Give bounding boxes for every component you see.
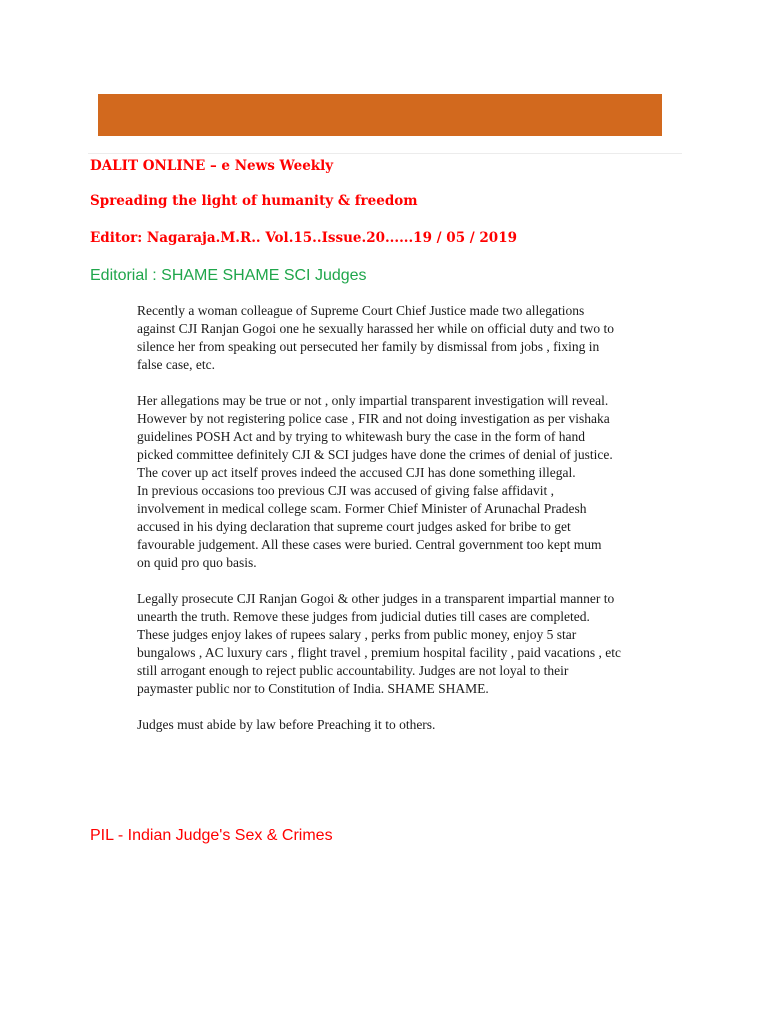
editorial-line: silence her from speaking out persecuted her family by dismissal from jobs , fixing in	[137, 339, 600, 354]
editorial-line: The cover up act itself proves indeed the accused CJI has done something illegal.	[137, 465, 576, 480]
editorial-line: Her allegations may be true or not , only impartial transparent investigation will reveal.	[137, 393, 609, 408]
editorial-paragraph	[137, 302, 685, 374]
editor-line: Editor: Nagaraja.M.R.. Vol.15..Issue.20......19 / 05 / 2019	[90, 230, 517, 246]
editorial-paragraph	[137, 716, 685, 734]
header-divider	[88, 153, 682, 154]
editorial-line: on quid pro quo basis.	[137, 555, 257, 570]
editorial-paragraph	[137, 590, 685, 698]
editorial-line: false case, etc.	[137, 357, 215, 372]
editorial-heading: Editorial : SHAME SHAME SCI Judges	[90, 267, 367, 284]
editorial-line: These judges enjoy lakes of rupees salary , perks from public money, enjoy 5 star	[137, 627, 577, 642]
editorial-line: guidelines POSH Act and by trying to whitewash bury the case in the form of hand	[137, 429, 586, 444]
editorial-body	[137, 302, 685, 752]
editorial-line: However by not registering police case , FIR and not doing investigation as per vishaka	[137, 411, 610, 426]
editorial-line: Legally prosecute CJI Ranjan Gogoi & other judges in a transparent impartial manner to	[137, 591, 615, 606]
editorial-line: still arrogant enough to reject public accountability. Judges are not loyal to their	[137, 663, 569, 678]
editorial-paragraph	[137, 392, 685, 572]
editorial-line: accused in his dying declaration that supreme court judges asked for bribe to get	[137, 519, 571, 534]
editorial-line: In previous occasions too previous CJI was accused of giving false affidavit ,	[137, 483, 555, 498]
editorial-line: unearth the truth. Remove these judges from judicial duties till cases are completed.	[137, 609, 590, 624]
editorial-line: paymaster public nor to Constitution of India. SHAME SHAME.	[137, 681, 489, 696]
editorial-line: bungalows , AC luxury cars , flight travel , premium hospital facility , paid vacations , etc	[137, 645, 622, 660]
editorial-line: favourable judgement. All these cases were buried. Central government too kept mum	[137, 537, 602, 552]
editorial-line: involvement in medical college scam. Former Chief Minister of Arunachal Pradesh	[137, 501, 587, 516]
header-banner	[98, 94, 662, 136]
editorial-line: Recently a woman colleague of Supreme Court Chief Justice made two allegations	[137, 303, 585, 318]
editorial-line: against CJI Ranjan Gogoi one he sexually harassed her while on official duty and two to	[137, 321, 615, 336]
masthead-tagline: Spreading the light of humanity & freedom	[90, 193, 418, 209]
editorial-line: Judges must abide by law before Preaching it to others.	[137, 717, 436, 732]
pil-heading: PIL - Indian Judge's Sex & Crimes	[90, 827, 333, 844]
masthead-title: DALIT ONLINE – e News Weekly	[90, 158, 334, 174]
editorial-line: picked committee definitely CJI & SCI judges have done the crimes of denial of justice.	[137, 447, 613, 462]
